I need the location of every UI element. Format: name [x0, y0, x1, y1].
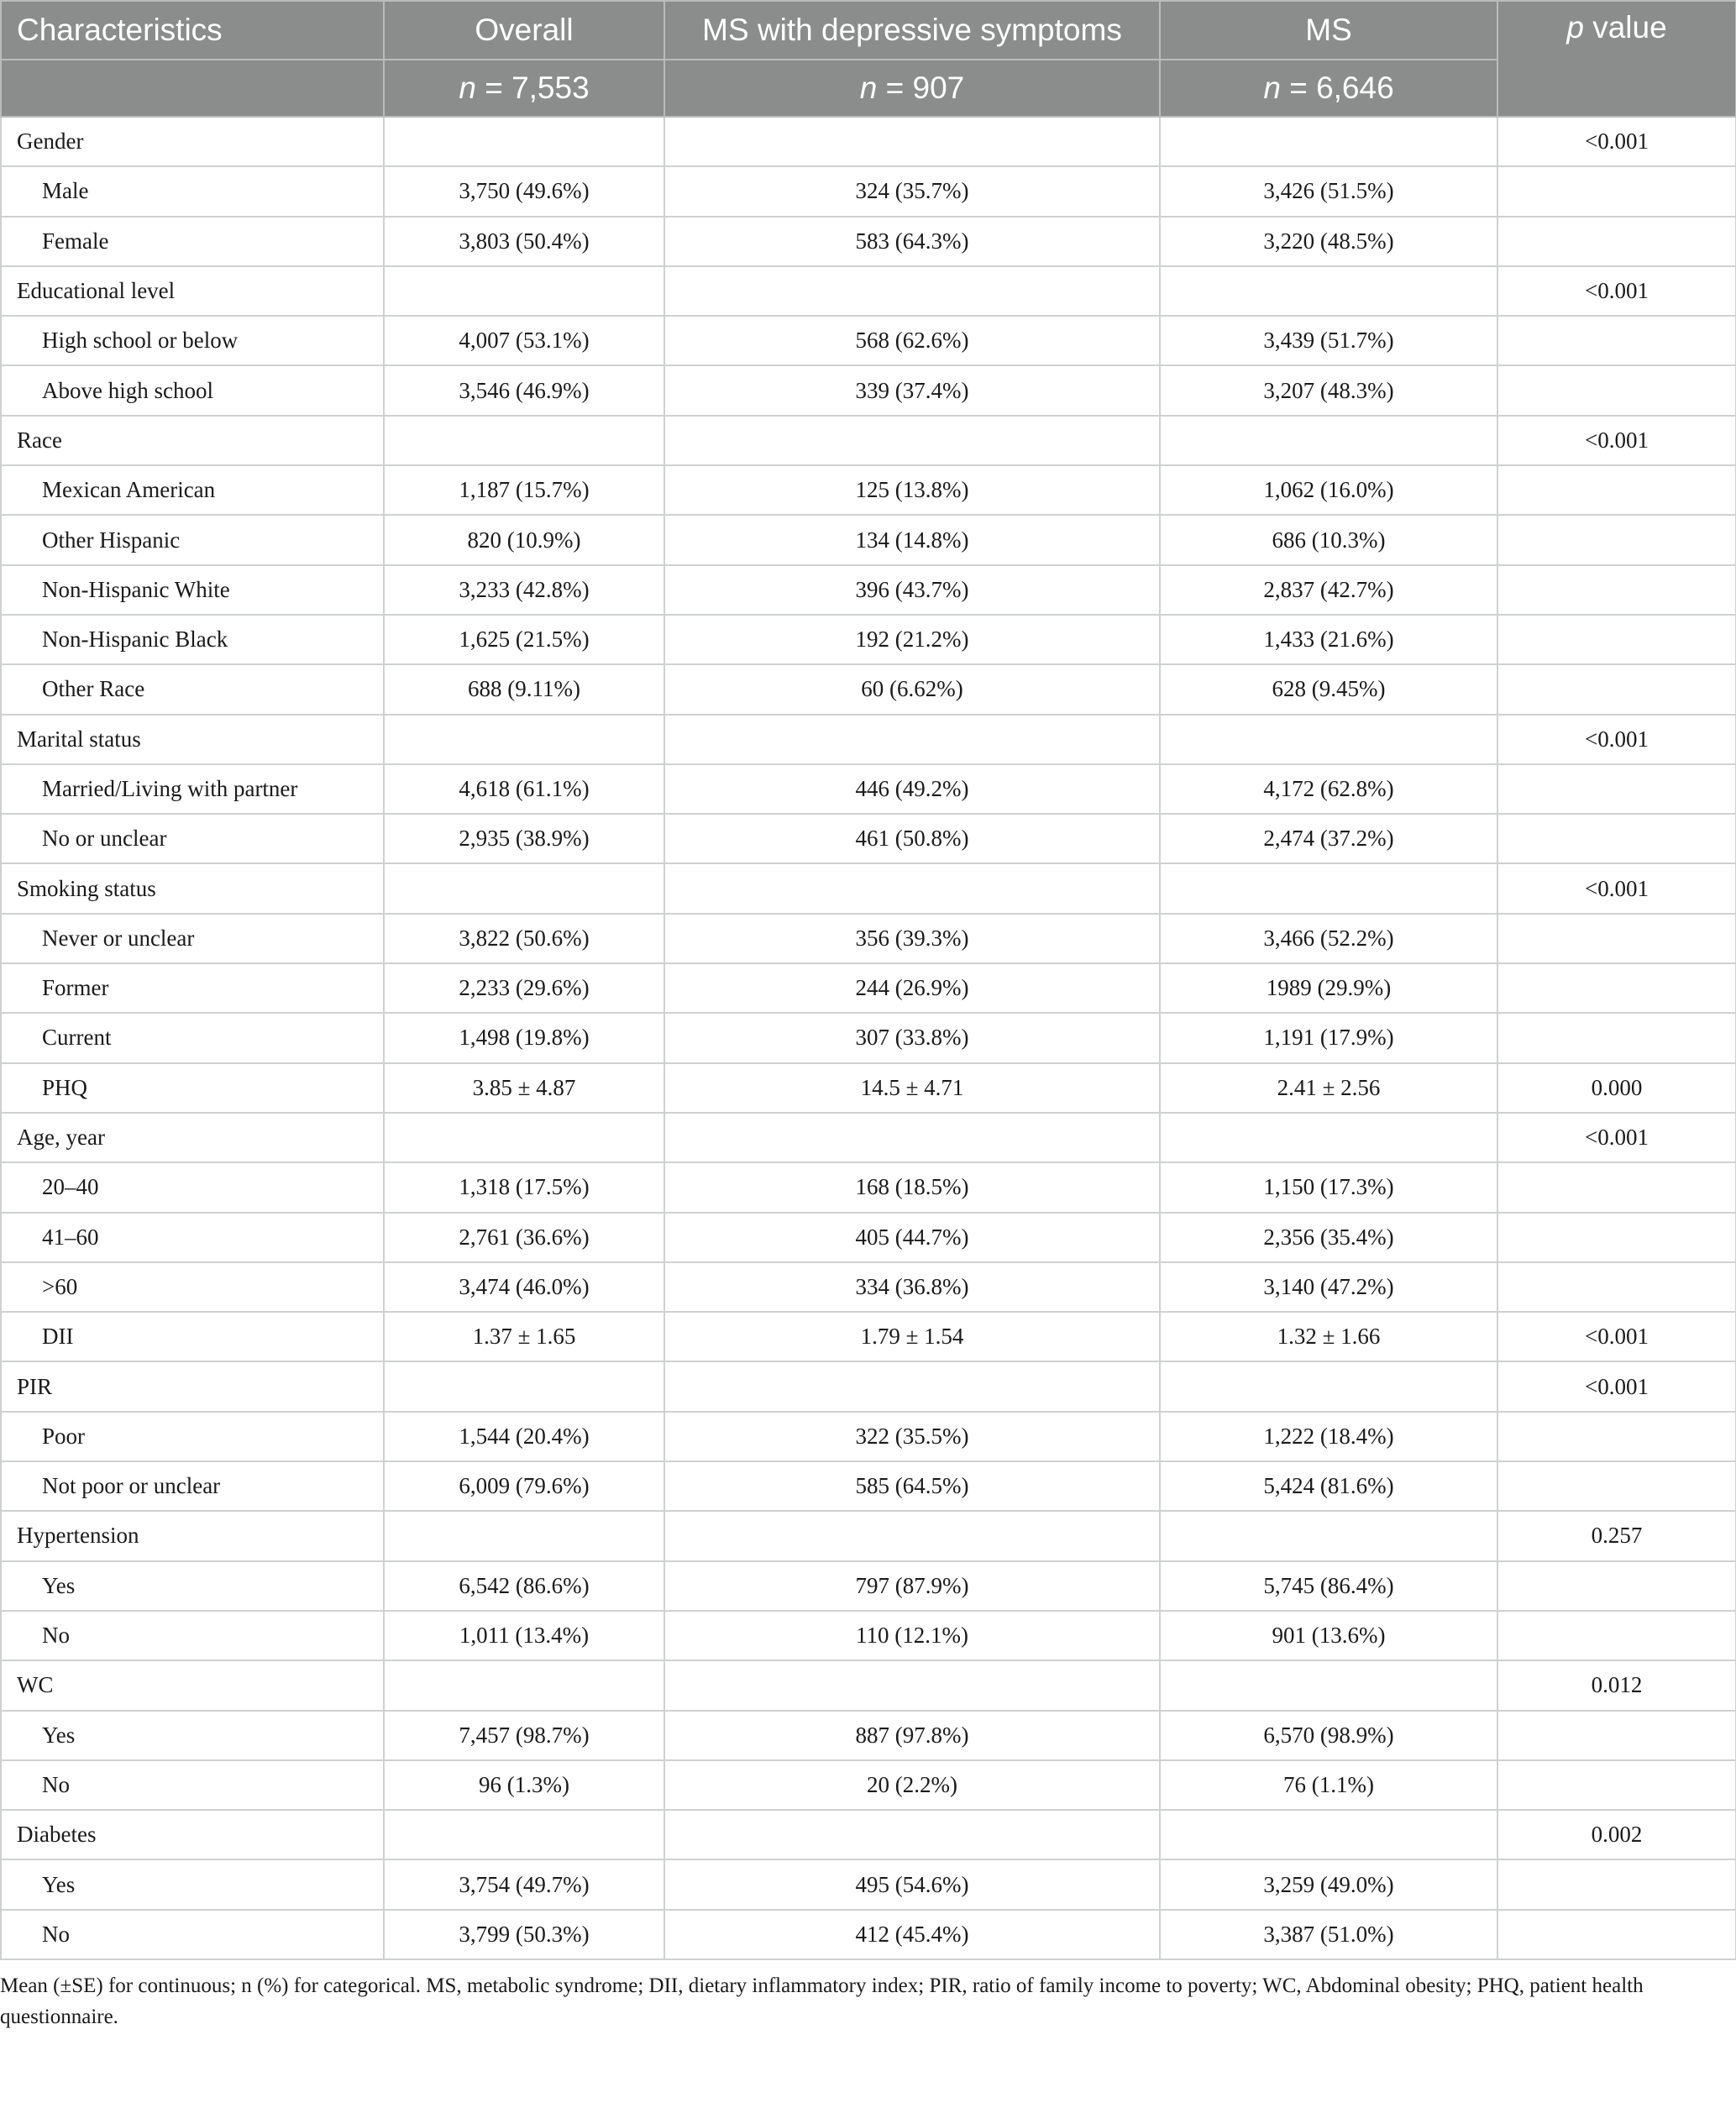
cell-label: Married/Living with partner — [1, 764, 384, 814]
cell-ms: 1,433 (21.6%) — [1160, 615, 1497, 664]
cell-overall: 1,318 (17.5%) — [384, 1162, 664, 1212]
cell-label: Hypertension — [1, 1511, 384, 1560]
table-row — [1, 1162, 1736, 1212]
cell-overall: 1.37 ± 1.65 — [384, 1312, 664, 1361]
cell-ms-depressive — [664, 863, 1160, 913]
cell-label: No — [1, 1910, 384, 1959]
cell-p-value — [1497, 565, 1736, 615]
cell-ms: 3,207 (48.3%) — [1160, 365, 1497, 415]
table-row — [1, 1611, 1736, 1660]
cell-ms-depressive — [664, 1361, 1160, 1411]
n-ms-dep-value: = 907 — [885, 71, 965, 105]
cell-label: Current — [1, 1013, 384, 1062]
cell-p-value: 0.000 — [1497, 1063, 1736, 1113]
cell-overall — [384, 266, 664, 316]
cell-overall: 4,007 (53.1%) — [384, 316, 664, 365]
cell-label: Gender — [1, 117, 384, 166]
cell-overall: 820 (10.9%) — [384, 515, 664, 564]
p-italic: p — [1566, 10, 1584, 45]
n-overall-value: = 7,553 — [485, 71, 590, 105]
table-row — [1, 1511, 1736, 1560]
cell-overall: 3.85 ± 4.87 — [384, 1063, 664, 1113]
cell-overall: 7,457 (98.7%) — [384, 1711, 664, 1760]
cell-ms-depressive: 461 (50.8%) — [664, 814, 1160, 863]
cell-label: Yes — [1, 1561, 384, 1611]
cell-overall: 96 (1.3%) — [384, 1760, 664, 1810]
cell-ms: 1989 (29.9%) — [1160, 963, 1497, 1013]
cell-label: Never or unclear — [1, 914, 384, 963]
cell-label: 20–40 — [1, 1162, 384, 1212]
cell-ms — [1160, 117, 1497, 166]
cell-label: Male — [1, 166, 384, 216]
cell-ms — [1160, 1810, 1497, 1859]
header-ms-depressive: MS with depressive symptoms — [664, 1, 1160, 60]
cell-ms-depressive: 14.5 ± 4.71 — [664, 1063, 1160, 1113]
cell-label: Non-Hispanic Black — [1, 615, 384, 664]
cell-overall: 3,233 (42.8%) — [384, 565, 664, 615]
cell-overall: 6,542 (86.6%) — [384, 1561, 664, 1611]
cell-ms: 5,745 (86.4%) — [1160, 1561, 1497, 1611]
table-row — [1, 1859, 1736, 1909]
cell-p-value — [1497, 1611, 1736, 1660]
cell-overall: 3,803 (50.4%) — [384, 217, 664, 266]
cell-p-value: 0.002 — [1497, 1810, 1736, 1859]
cell-ms: 686 (10.3%) — [1160, 515, 1497, 564]
header-p-value — [1497, 1, 1736, 117]
cell-p-value — [1497, 316, 1736, 365]
cell-p-value — [1497, 1162, 1736, 1212]
cell-ms: 628 (9.45%) — [1160, 664, 1497, 714]
table-row — [1, 117, 1736, 166]
cell-p-value — [1497, 963, 1736, 1013]
cell-ms: 3,259 (49.0%) — [1160, 1859, 1497, 1909]
cell-ms-depressive: 887 (97.8%) — [664, 1711, 1160, 1760]
cell-label: No or unclear — [1, 814, 384, 863]
cell-overall: 1,498 (19.8%) — [384, 1013, 664, 1062]
cell-ms: 3,466 (52.2%) — [1160, 914, 1497, 963]
table-row — [1, 1412, 1736, 1461]
table-row — [1, 1561, 1736, 1611]
cell-p-value — [1497, 166, 1736, 216]
cell-overall — [384, 863, 664, 913]
cell-overall — [384, 715, 664, 764]
cell-overall — [384, 416, 664, 465]
cell-ms-depressive: 412 (45.4%) — [664, 1910, 1160, 1959]
table-row — [1, 1213, 1736, 1262]
cell-p-value — [1497, 465, 1736, 515]
cell-label: Age, year — [1, 1113, 384, 1162]
table-row — [1, 565, 1736, 615]
cell-overall: 4,618 (61.1%) — [384, 764, 664, 814]
cell-label: Other Race — [1, 664, 384, 714]
cell-ms — [1160, 1361, 1497, 1411]
cell-overall: 688 (9.11%) — [384, 664, 664, 714]
cell-ms-depressive — [664, 1810, 1160, 1859]
table-row — [1, 863, 1736, 913]
cell-ms-depressive: 134 (14.8%) — [664, 515, 1160, 564]
cell-overall: 3,754 (49.7%) — [384, 1859, 664, 1909]
table-row — [1, 1013, 1736, 1062]
cell-ms-depressive: 1.79 ± 1.54 — [664, 1312, 1160, 1361]
cell-ms: 901 (13.6%) — [1160, 1611, 1497, 1660]
cell-overall — [384, 1361, 664, 1411]
cell-ms-depressive: 322 (35.5%) — [664, 1412, 1160, 1461]
cell-label: No — [1, 1760, 384, 1810]
cell-p-value: 0.257 — [1497, 1511, 1736, 1560]
table-row — [1, 1113, 1736, 1162]
cell-ms: 1,222 (18.4%) — [1160, 1412, 1497, 1461]
cell-ms: 2,837 (42.7%) — [1160, 565, 1497, 615]
table-row — [1, 963, 1736, 1013]
table-row — [1, 1711, 1736, 1760]
cell-p-value — [1497, 1461, 1736, 1511]
table-row — [1, 465, 1736, 515]
cell-ms: 1,062 (16.0%) — [1160, 465, 1497, 515]
table-row — [1, 1660, 1736, 1710]
cell-p-value: <0.001 — [1497, 1312, 1736, 1361]
cell-overall: 2,935 (38.9%) — [384, 814, 664, 863]
cell-ms: 1,150 (17.3%) — [1160, 1162, 1497, 1212]
table-header — [1, 1, 1736, 117]
table-row — [1, 615, 1736, 664]
cell-ms-depressive: 495 (54.6%) — [664, 1859, 1160, 1909]
cell-ms-depressive — [664, 1113, 1160, 1162]
cell-label: Diabetes — [1, 1810, 384, 1859]
cell-ms-depressive: 585 (64.5%) — [664, 1461, 1160, 1511]
cell-ms-depressive: 110 (12.1%) — [664, 1611, 1160, 1660]
cell-p-value — [1497, 365, 1736, 415]
cell-overall: 1,544 (20.4%) — [384, 1412, 664, 1461]
cell-label: Yes — [1, 1711, 384, 1760]
cell-label: Marital status — [1, 715, 384, 764]
cell-ms-depressive: 324 (35.7%) — [664, 166, 1160, 216]
cell-ms: 2,356 (35.4%) — [1160, 1213, 1497, 1262]
table-row — [1, 316, 1736, 365]
cell-ms: 76 (1.1%) — [1160, 1760, 1497, 1810]
cell-ms-depressive — [664, 266, 1160, 316]
table-row — [1, 814, 1736, 863]
cell-ms: 2,474 (37.2%) — [1160, 814, 1497, 863]
cell-ms: 2.41 ± 2.56 — [1160, 1063, 1497, 1113]
n-italic: n — [459, 71, 476, 105]
table-row — [1, 664, 1736, 714]
cell-overall: 1,625 (21.5%) — [384, 615, 664, 664]
header-n-ms — [1160, 60, 1497, 117]
cell-overall: 2,233 (29.6%) — [384, 963, 664, 1013]
p-rest: value — [1583, 10, 1667, 45]
cell-p-value — [1497, 217, 1736, 266]
cell-label: High school or below — [1, 316, 384, 365]
cell-overall: 1,011 (13.4%) — [384, 1611, 664, 1660]
cell-label: Mexican American — [1, 465, 384, 515]
cell-ms — [1160, 1511, 1497, 1560]
cell-label: 41–60 — [1, 1213, 384, 1262]
cell-p-value — [1497, 1561, 1736, 1611]
cell-overall — [384, 117, 664, 166]
cell-label: No — [1, 1611, 384, 1660]
header-n-overall — [384, 60, 664, 117]
cell-p-value — [1497, 664, 1736, 714]
cell-ms-depressive: 334 (36.8%) — [664, 1262, 1160, 1312]
cell-ms: 3,426 (51.5%) — [1160, 166, 1497, 216]
cell-ms — [1160, 863, 1497, 913]
cell-ms: 3,220 (48.5%) — [1160, 217, 1497, 266]
cell-p-value: <0.001 — [1497, 863, 1736, 913]
cell-ms-depressive — [664, 1511, 1160, 1560]
cell-ms-depressive: 405 (44.7%) — [664, 1213, 1160, 1262]
cell-overall — [384, 1660, 664, 1710]
cell-p-value — [1497, 1262, 1736, 1312]
cell-label: Poor — [1, 1412, 384, 1461]
cell-p-value — [1497, 814, 1736, 863]
cell-label: >60 — [1, 1262, 384, 1312]
header-empty — [1, 60, 384, 117]
n-italic: n — [1263, 71, 1281, 105]
cell-p-value: <0.001 — [1497, 1361, 1736, 1411]
cell-ms-depressive — [664, 416, 1160, 465]
table-row — [1, 1461, 1736, 1511]
cell-p-value — [1497, 1213, 1736, 1262]
cell-overall: 3,546 (46.9%) — [384, 365, 664, 415]
n-italic: n — [859, 71, 878, 105]
table-row — [1, 1262, 1736, 1312]
cell-p-value: <0.001 — [1497, 715, 1736, 764]
cell-label: WC — [1, 1660, 384, 1710]
table-row — [1, 515, 1736, 564]
cell-ms-depressive — [664, 117, 1160, 166]
cell-overall: 3,799 (50.3%) — [384, 1910, 664, 1959]
n-ms-value: = 6,646 — [1289, 71, 1394, 105]
cell-ms-depressive: 339 (37.4%) — [664, 365, 1160, 415]
cell-label: Smoking status — [1, 863, 384, 913]
header-ms: MS — [1160, 1, 1497, 60]
cell-label: Above high school — [1, 365, 384, 415]
cell-p-value — [1497, 1910, 1736, 1959]
cell-p-value: <0.001 — [1497, 416, 1736, 465]
cell-ms-depressive — [664, 715, 1160, 764]
cell-p-value — [1497, 1412, 1736, 1461]
cell-p-value — [1497, 1711, 1736, 1760]
table-body — [1, 117, 1736, 1959]
cell-label: Non-Hispanic White — [1, 565, 384, 615]
cell-ms-depressive: 446 (49.2%) — [664, 764, 1160, 814]
cell-p-value: 0.012 — [1497, 1660, 1736, 1710]
cell-label: Race — [1, 416, 384, 465]
cell-label: PHQ — [1, 1063, 384, 1113]
cell-ms-depressive: 192 (21.2%) — [664, 615, 1160, 664]
cell-ms-depressive: 396 (43.7%) — [664, 565, 1160, 615]
table-row — [1, 1910, 1736, 1959]
cell-p-value — [1497, 1013, 1736, 1062]
cell-p-value — [1497, 615, 1736, 664]
cell-label: Former — [1, 963, 384, 1013]
table-row — [1, 1063, 1736, 1113]
cell-label: Yes — [1, 1859, 384, 1909]
table-row — [1, 715, 1736, 764]
cell-overall — [384, 1511, 664, 1560]
cell-ms-depressive: 60 (6.62%) — [664, 664, 1160, 714]
cell-overall: 1,187 (15.7%) — [384, 465, 664, 515]
cell-ms — [1160, 715, 1497, 764]
cell-ms: 1,191 (17.9%) — [1160, 1013, 1497, 1062]
cell-ms — [1160, 1660, 1497, 1710]
cell-overall: 3,474 (46.0%) — [384, 1262, 664, 1312]
header-n-ms-depressive — [664, 60, 1160, 117]
cell-overall — [384, 1113, 664, 1162]
cell-label: Not poor or unclear — [1, 1461, 384, 1511]
cell-ms: 1.32 ± 1.66 — [1160, 1312, 1497, 1361]
cell-label: Other Hispanic — [1, 515, 384, 564]
cell-ms: 4,172 (62.8%) — [1160, 764, 1497, 814]
cell-ms-depressive: 356 (39.3%) — [664, 914, 1160, 963]
cell-p-value: <0.001 — [1497, 117, 1736, 166]
table-row — [1, 217, 1736, 266]
table-row — [1, 1312, 1736, 1361]
cell-ms-depressive: 797 (87.9%) — [664, 1561, 1160, 1611]
cell-overall: 6,009 (79.6%) — [384, 1461, 664, 1511]
cell-ms: 6,570 (98.9%) — [1160, 1711, 1497, 1760]
table-row — [1, 416, 1736, 465]
table-row — [1, 1810, 1736, 1859]
cell-overall — [384, 1810, 664, 1859]
table-row — [1, 1760, 1736, 1810]
cell-p-value — [1497, 1760, 1736, 1810]
cell-p-value — [1497, 515, 1736, 564]
cell-p-value — [1497, 764, 1736, 814]
cell-ms-depressive: 168 (18.5%) — [664, 1162, 1160, 1212]
cell-ms-depressive — [664, 1660, 1160, 1710]
header-overall: Overall — [384, 1, 664, 60]
cell-ms-depressive: 125 (13.8%) — [664, 465, 1160, 515]
table-row — [1, 266, 1736, 316]
cell-ms — [1160, 416, 1497, 465]
cell-p-value — [1497, 914, 1736, 963]
cell-ms-depressive: 244 (26.9%) — [664, 963, 1160, 1013]
table-row — [1, 914, 1736, 963]
header-characteristics: Characteristics — [1, 1, 384, 60]
cell-ms — [1160, 1113, 1497, 1162]
cell-overall: 3,822 (50.6%) — [384, 914, 664, 963]
cell-p-value: <0.001 — [1497, 266, 1736, 316]
cell-overall: 2,761 (36.6%) — [384, 1213, 664, 1262]
cell-ms: 5,424 (81.6%) — [1160, 1461, 1497, 1511]
cell-ms-depressive: 568 (62.6%) — [664, 316, 1160, 365]
cell-ms — [1160, 266, 1497, 316]
cell-overall: 3,750 (49.6%) — [384, 166, 664, 216]
cell-ms: 3,387 (51.0%) — [1160, 1910, 1497, 1959]
cell-label: Female — [1, 217, 384, 266]
table-footnote: Mean (±SE) for continuous; n (%) for categorical. MS, metabolic syndrome; DII, dietary inflammatory index; PIR, ratio of family income to poverty; WC, Abdominal obesity; PHQ, patient health questionnaire. — [0, 1974, 1644, 2028]
cell-ms-depressive: 307 (33.8%) — [664, 1013, 1160, 1062]
cell-label: PIR — [1, 1361, 384, 1411]
table-row — [1, 166, 1736, 216]
cell-ms-depressive: 583 (64.3%) — [664, 217, 1160, 266]
cell-label: Educational level — [1, 266, 384, 316]
cell-ms-depressive: 20 (2.2%) — [664, 1760, 1160, 1810]
table-row — [1, 764, 1736, 814]
cell-p-value: <0.001 — [1497, 1113, 1736, 1162]
table-row — [1, 365, 1736, 415]
table-row — [1, 1361, 1736, 1411]
cell-p-value — [1497, 1859, 1736, 1909]
cell-label: DII — [1, 1312, 384, 1361]
cell-ms: 3,439 (51.7%) — [1160, 316, 1497, 365]
cell-ms: 3,140 (47.2%) — [1160, 1262, 1497, 1312]
